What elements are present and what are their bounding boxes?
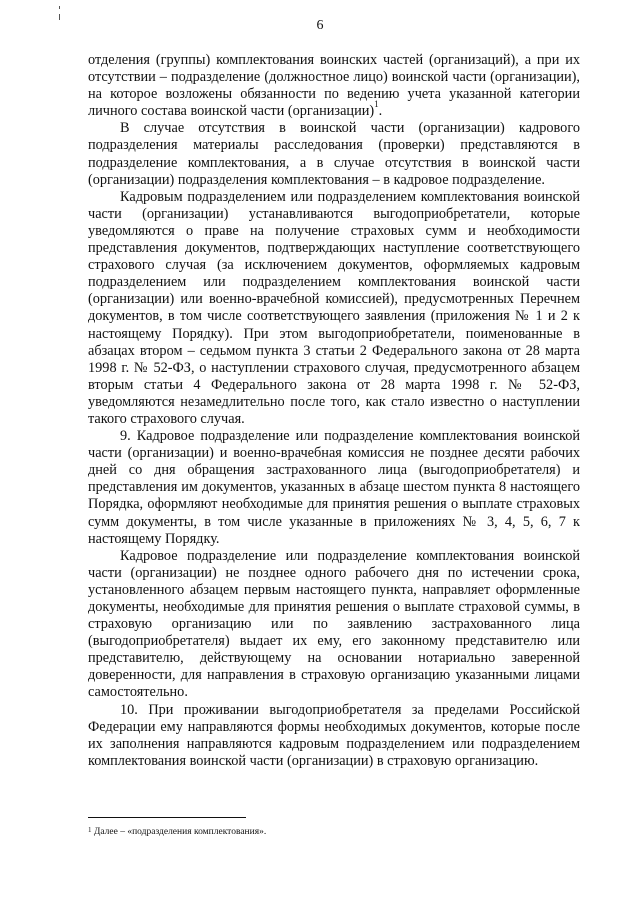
footnote-reference[interactable]: 1 bbox=[374, 99, 379, 110]
document-body bbox=[88, 52, 580, 770]
page-number: 6 bbox=[316, 18, 324, 33]
footnote-separator bbox=[88, 817, 246, 818]
paragraph-item-9: 9. Кадровое подразделение или подразделение комплектования воинской части (организации) и военно-врачебная комиссия не позднее десяти рабочих дней со дня обращения застрахованного лица (выгодоприобретателя) и представления им документов, указанных в абзаце шестом пункта 8 настоящего Порядка, оформляют необходимые для принятия решения о выплате страховых сумм документы, в том числе указанные в приложениях № 3, 4, 5, 6, 7 к настоящему Порядку. bbox=[88, 428, 580, 547]
footnote-marker: 1 bbox=[88, 826, 92, 834]
paragraph-text: отделения (группы) комплектования воинских частей (организаций), а при их отсутствии – подразделение (должностное лицо) воинской части (организации), на которое возложены обязанности по ведению учета указанной категории личного состава воинской части (организации) bbox=[88, 52, 580, 120]
paragraph-beneficiaries: Кадровым подразделением или подразделением комплектования воинской части (организации) устанавливаются выгодоприобретатели, которые уведомляются о праве на получение страховых сумм и необходимости представления документов, подтверждающих наступление соответствующего страхового случая (за исключением документов, оформляемых кадровым подразделением или подразделением комплектования воинской части (организации) или военно-врачебной комиссией), предусмотренных Перечнем документов, в том числе соответствующего заявления (приложения № 1 и 2 к настоящему Порядку). При этом выгодоприобретатели, поименованные в абзацах втором – седьмом пункта 3 статьи 2 Федерального закона от 28 марта 1998 г. № 52-ФЗ, о наступлении страхового случая, предусмотренного абзацем вторым статьи 4 Федерального закона от 28 марта 1998 г. № 52-ФЗ, уведомляются незамедлительно после того, как стало известно о наступлении такого страхового случая. bbox=[88, 188, 580, 427]
paragraph-item-10: 10. При проживании выгодоприобретателя за пределами Российской Федерации ему направляются формы необходимых документов, которые после их заполнения направляются кадровым подразделением или подразделением комплектования воинской части (организации) в страховую организацию. bbox=[88, 701, 580, 769]
paragraph-continuation bbox=[88, 52, 580, 120]
footnote-text: Далее – «подразделения комплектования». bbox=[93, 827, 267, 837]
paragraph-end: . bbox=[378, 103, 383, 120]
paragraph-no-personnel-unit: В случае отсутствия в воинской части (организации) кадрового подразделения материалы расследования (проверки) представляются в подразделение комплектования, а в случае отсутствия в воинской части (организации) подразделения комплектования – в кадровое подразделение. bbox=[88, 120, 580, 188]
footnote bbox=[88, 827, 580, 837]
paragraph-item-9-sending: Кадровое подразделение или подразделение комплектования воинской части (организации) не позднее одного рабочего дня по истечении срока, установленного абзацем первым настоящего пункта, направляет оформленные документы, необходимые для принятия решения о выплате страховой суммы, в страховую организацию или по заявлению застрахованного лица (выгодоприобретателя) выдает их ему, его законному представителю или представителю, действующему на основании нотариально заверенной доверенности, для направления в страховую организацию указанными лицами самостоятельно. bbox=[88, 547, 580, 701]
